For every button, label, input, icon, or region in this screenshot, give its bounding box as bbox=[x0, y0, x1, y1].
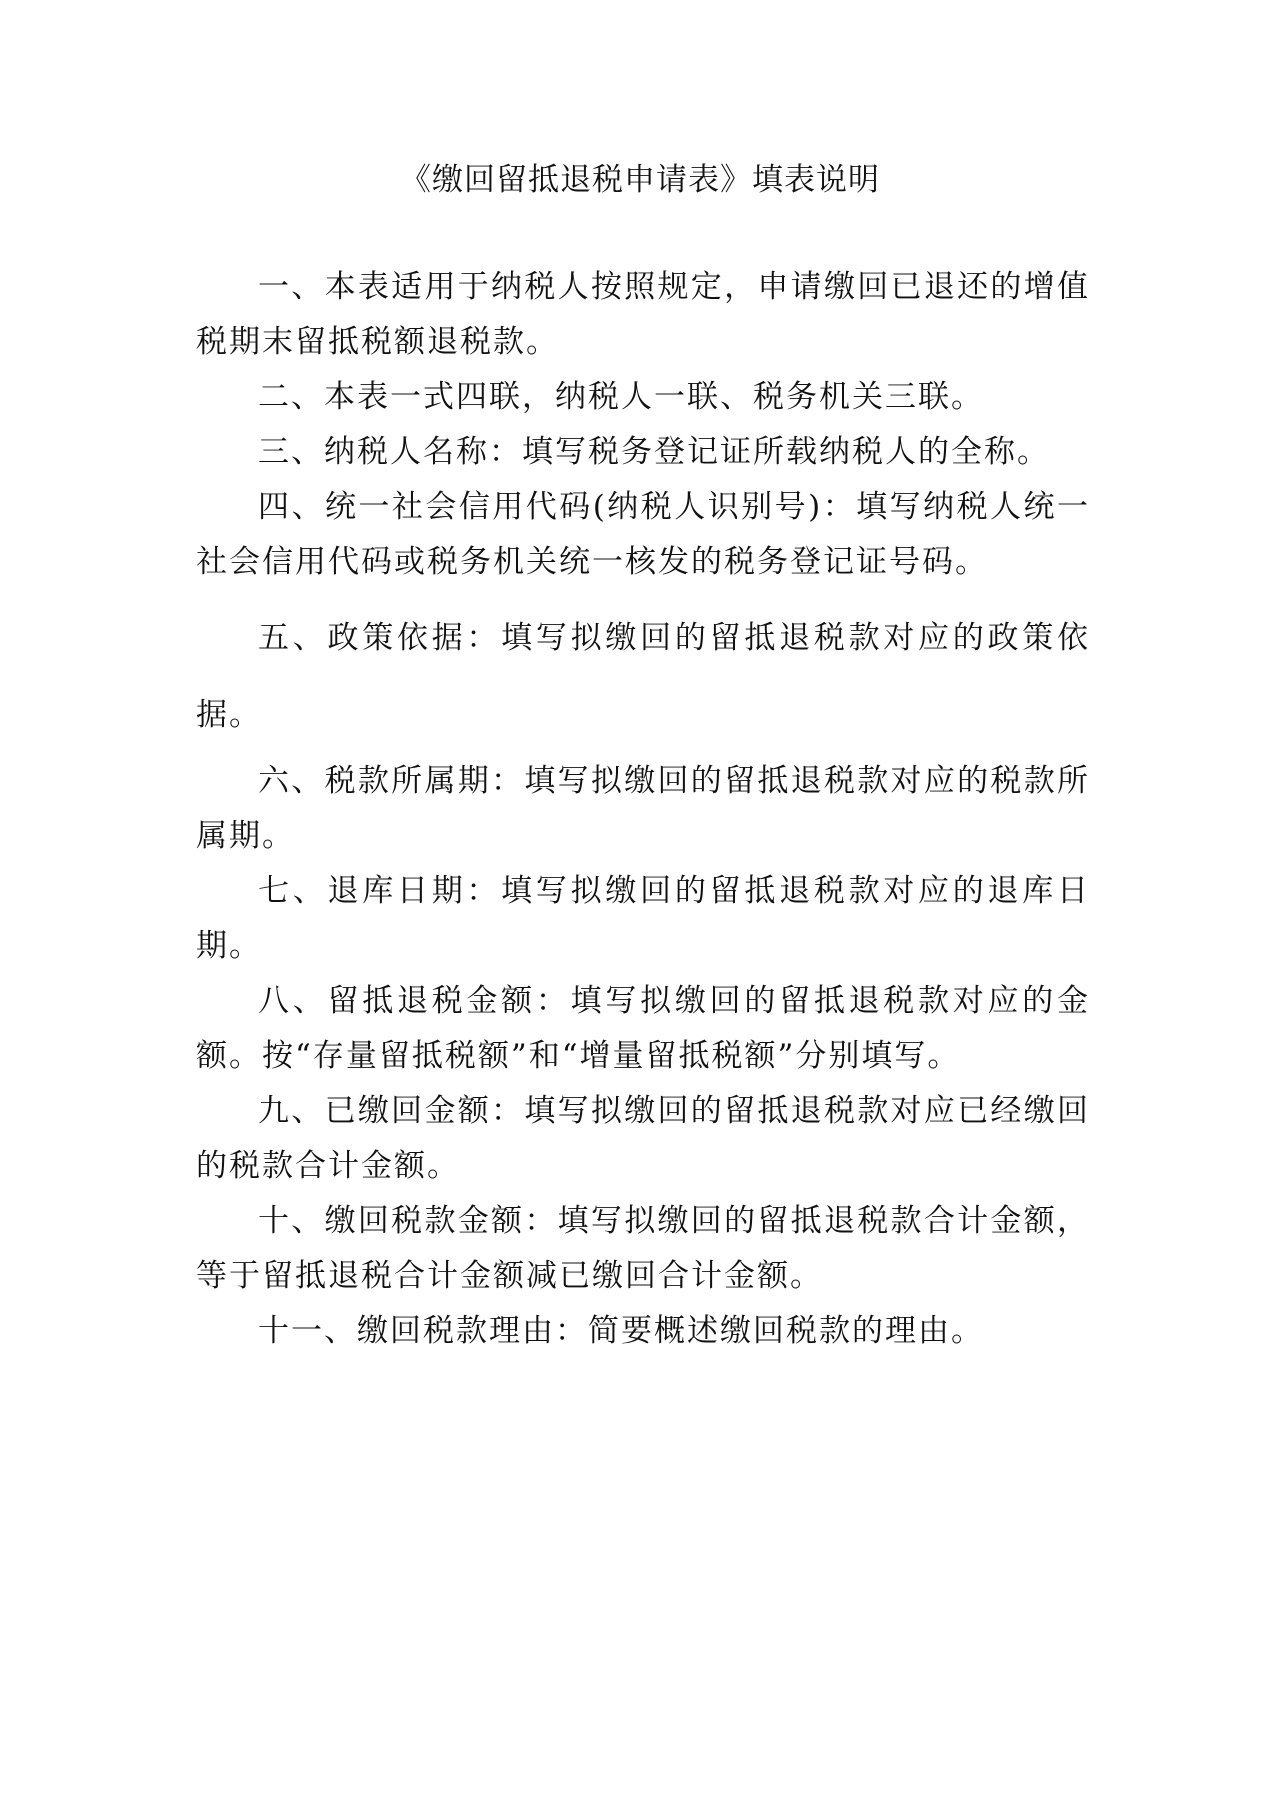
instruction-item-4: 四、统一社会信用代码(纳税人识别号)：填写纳税人统一社会信用代码或税务机关统一核发的税务登记证号码。 bbox=[196, 489, 1090, 580]
instruction-item-5: 五、政策依据：填写拟缴回的留抵退税款对应的政策依据。 bbox=[196, 620, 1090, 733]
instruction-item-9: 九、已缴回金额：填写拟缴回的留抵退税款对应已经缴回的税款合计金额。 bbox=[196, 1093, 1090, 1184]
instruction-item-11: 十一、缴回税款理由：简要概述缴回税款的理由。 bbox=[258, 1313, 984, 1349]
instructions-body bbox=[196, 260, 1090, 1359]
instruction-item-6: 六、税款所属期：填写拟缴回的留抵退税款对应的税款所属期。 bbox=[196, 763, 1090, 854]
instruction-item-1: 一、本表适用于纳税人按照规定，申请缴回已退还的增值税期末留抵税额退税款。 bbox=[196, 269, 1090, 360]
instruction-item-2: 二、本表一式四联，纳税人一联、税务机关三联。 bbox=[258, 379, 984, 415]
document-title: 《缴回留抵退税申请表》填表说明 bbox=[400, 162, 880, 198]
instruction-item-3: 三、纳税人名称：填写税务登记证所载纳税人的全称。 bbox=[258, 434, 1050, 470]
instruction-item-8: 八、留抵退税金额：填写拟缴回的留抵退税款对应的金额。按“存量留抵税额”和“增量留抵税额”分别填写。 bbox=[196, 983, 1090, 1074]
instruction-item-10: 十、缴回税款金额：填写拟缴回的留抵退税款合计金额，等于留抵退税合计金额减已缴回合计金额。 bbox=[196, 1203, 1090, 1294]
instruction-item-7: 七、退库日期：填写拟缴回的留抵退税款对应的退库日期。 bbox=[196, 873, 1090, 964]
